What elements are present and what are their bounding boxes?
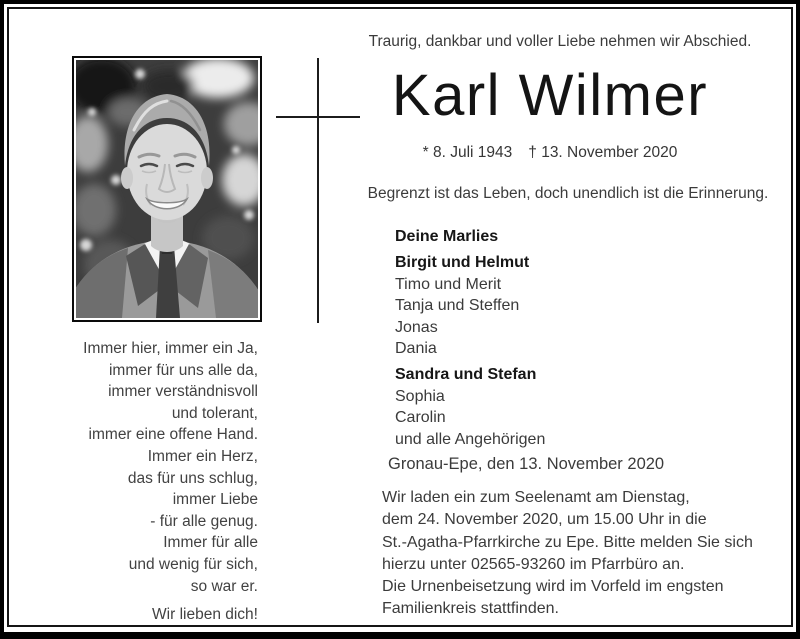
place-dateline: Gronau-Epe, den 13. November 2020 (388, 455, 665, 473)
poem-line: das für uns schlug, (127, 469, 258, 487)
poem-line: immer für uns alle da, (108, 361, 258, 379)
poem-line: und tolerant, (171, 404, 258, 422)
intro-line: Traurig, dankbar und voller Liebe nehmen wir Abschied. (368, 33, 752, 50)
poem-line: so war er. (190, 577, 258, 595)
poem-line: Immer ein Herz, (147, 447, 258, 465)
funeral-details-line: hierzu unter 02565-93260 im Pfarrbüro an. (382, 555, 685, 573)
poem-closing: Wir lieben dich! (152, 606, 258, 624)
mourner-name: Sandra und Stefan (395, 366, 537, 384)
funeral-details-line: Wir laden ein zum Seelenamt am Dienstag, (382, 489, 690, 506)
mourners-list (395, 226, 545, 450)
portrait-photo (72, 56, 262, 322)
funeral-details-line: Die Urnenbeisetzung wird im Vorfeld im engsten (382, 578, 724, 596)
funeral-details (382, 487, 753, 621)
mourner-name: Deine Marlies (395, 228, 499, 245)
cross-vertical-bar (317, 58, 319, 323)
mourner-name: Carolin (395, 409, 446, 427)
mourner-name: Tanja und Steffen (395, 297, 520, 315)
mourner-name: Birgit und Helmut (395, 254, 530, 272)
memorial-poem (8, 338, 258, 626)
life-dates (330, 144, 770, 162)
epigraph-line: Begrenzt ist das Leben, doch unendlich ist die Erinnerung. (367, 185, 769, 202)
poem-line: - für alle genug. (150, 512, 258, 530)
death-date: † 13. November 2020 (528, 144, 678, 161)
funeral-details-line: dem 24. November 2020, um 15.00 Uhr in die (382, 511, 707, 529)
mourner-name: Sophia (395, 387, 445, 405)
funeral-details-line: Familienkreis stattfinden. (382, 600, 559, 618)
mourner-name: Dania (395, 340, 437, 358)
poem-line: und wenig für sich, (128, 555, 258, 573)
funeral-details-line: St.-Agatha-Pfarrkirche zu Epe. Bitte melden Sie sich (382, 533, 753, 551)
mourner-name: Timo und Merit (395, 275, 502, 293)
birth-date: * 8. Juli 1943 (422, 144, 513, 161)
portrait-illustration (76, 60, 258, 318)
deceased-name: Karl Wilmer (391, 63, 709, 128)
poem-line: Immer hier, immer ein Ja, (83, 340, 258, 357)
mourner-name: und alle Angehörigen (395, 430, 546, 448)
poem-line: immer eine offene Hand. (88, 426, 258, 444)
poem-line: immer verständnisvoll (108, 383, 258, 401)
mourner-name: Jonas (395, 318, 438, 336)
poem-line: immer Liebe (172, 491, 258, 509)
poem-line: Immer für alle (163, 534, 258, 552)
